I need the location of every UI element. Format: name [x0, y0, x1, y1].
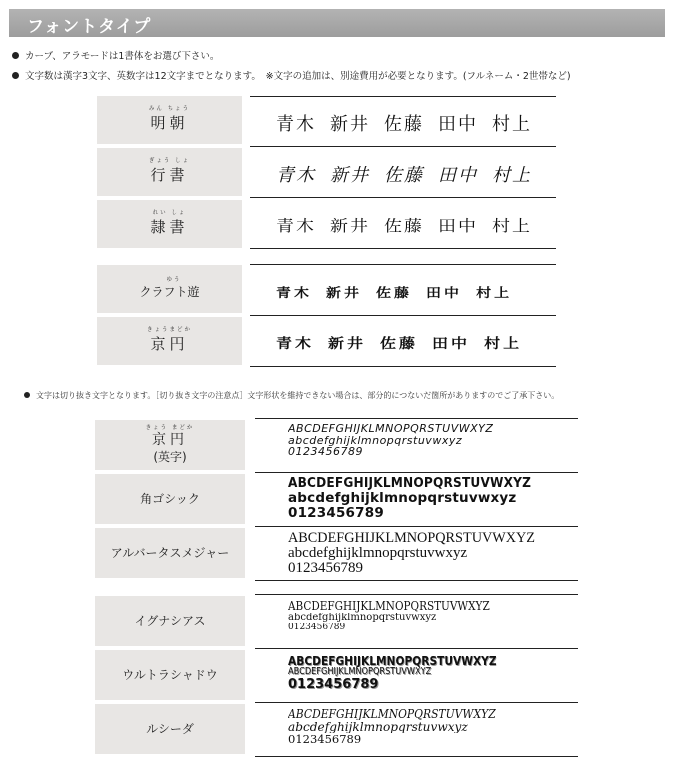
- font-name-mincho: 明朝: [150, 113, 189, 132]
- sample-name: 村上: [492, 165, 532, 186]
- font-label-kyoen: [97, 317, 242, 365]
- divider: [250, 248, 556, 249]
- divider: [255, 418, 578, 419]
- note-1-text: カーブ、アラモードは1書体をお選び下さい。: [25, 51, 220, 62]
- sample-name: 青木: [276, 114, 316, 135]
- bullet-icon: [24, 392, 30, 398]
- sample-upper: ABCDEFGHIJKLMNOPQRSTUVWXYZ: [288, 423, 494, 435]
- sample-craft: [276, 284, 512, 302]
- font-label-albertus: [95, 528, 245, 578]
- divider: [255, 580, 578, 581]
- sample-lucida: [288, 707, 530, 745]
- sample-name: 青木: [276, 217, 316, 236]
- sample-ultrashadow: [288, 654, 533, 691]
- font-name-ultrashadow: ウルトラシャドウ: [122, 667, 218, 682]
- font-label-craft: [97, 265, 242, 313]
- sample-name: 田中: [438, 217, 478, 236]
- sample-mincho: [276, 110, 532, 136]
- font-label-ultrashadow: [95, 650, 245, 700]
- sample-upper-small: ABCDEFGHIJKLMNOPQRSTUVWXYZ: [288, 667, 432, 678]
- divider: [255, 648, 578, 649]
- font-name-kakugothic: 角ゴシック: [140, 491, 200, 506]
- divider: [250, 146, 556, 147]
- divider: [250, 366, 556, 367]
- sample-digits: 0123456789: [288, 677, 379, 692]
- sample-name: 佐藤: [380, 335, 419, 352]
- sample-digits: 0123456789: [288, 733, 362, 746]
- font-label-reisho: [97, 200, 242, 248]
- sample-upper: ABCDEFGHIJKLMNOPQRSTUVWXYZ: [288, 531, 536, 546]
- divider: [255, 702, 578, 703]
- sample-albertus: [288, 531, 548, 576]
- sample-reisho: [276, 214, 532, 236]
- ruby-mincho: みん ちょう: [148, 106, 191, 113]
- sample-name: 佐藤: [384, 217, 424, 236]
- sample-digits: 0123456789: [288, 506, 384, 522]
- font-label-mincho: [97, 96, 242, 144]
- sample-upper: ABCDEFGHIJKLMNOPQRSTUVWXYZ: [288, 654, 497, 668]
- sample-name: 新井: [330, 217, 370, 236]
- divider: [255, 472, 578, 473]
- font-sub-kyoen-en: (英字): [153, 449, 187, 464]
- font-label-kyoen-en: [95, 420, 245, 470]
- ruby-kyoen: きょうまどか: [146, 327, 192, 334]
- sample-lower: abcdefghijklmnopqrstuvwxyz: [288, 434, 463, 447]
- sample-lower: abcdefghijklmnopqrstuvwxyz: [288, 720, 468, 734]
- sample-digits: 0123456789: [288, 623, 346, 633]
- note-2-text: 文字数は漢字3文字、英数字は12文字までとなります。 ※文字の追加は、別途費用が必要となります。(フルネーム・2世帯など): [25, 71, 571, 82]
- divider: [250, 315, 556, 316]
- font-label-gyosho: [97, 148, 242, 196]
- font-label-ignatius: [95, 596, 245, 646]
- note-3-text: 文字は切り抜き文字となります。［切り抜き文字の注意点］文字形状を維持できない場合は、部分的につないだ箇所がありますのでご了承下さい。: [36, 391, 560, 400]
- divider: [250, 264, 556, 265]
- font-label-kakugothic: [95, 474, 245, 524]
- note-3: [24, 390, 559, 401]
- ruby-gyosho: ぎょう しょ: [148, 158, 191, 165]
- sample-name: 村上: [476, 285, 513, 301]
- note-1: [12, 48, 219, 62]
- sample-name: 新井: [328, 335, 367, 352]
- divider: [255, 594, 578, 595]
- divider: [255, 526, 578, 527]
- sample-kyoen-en: [288, 423, 493, 458]
- sample-name: 佐藤: [376, 285, 413, 301]
- bullet-icon: [12, 52, 19, 59]
- sample-name: 新井: [330, 165, 370, 186]
- note-2: [12, 68, 571, 82]
- divider: [250, 197, 556, 198]
- font-name-lucida: ルシーダ: [146, 721, 194, 736]
- sample-name: 新井: [330, 114, 370, 135]
- section-header: [9, 9, 665, 37]
- font-name-ignatius: イグナシアス: [134, 613, 206, 628]
- bullet-icon: [12, 72, 19, 79]
- font-name-reisho: 隷書: [150, 217, 189, 236]
- font-label-lucida: [95, 704, 245, 754]
- font-name-kyoen-en: 京円: [152, 432, 188, 448]
- ruby-reisho: れい しょ: [152, 210, 187, 217]
- sample-digits: 0123456789: [288, 446, 363, 458]
- sample-name: 青木: [276, 335, 315, 352]
- sample-name: 青木: [276, 165, 316, 186]
- sample-upper: ABCDEFGHIJKLMNOPQRSTUVWXYZ: [288, 707, 496, 721]
- sample-upper: ABCDEFGHIJKLMNOPQRSTUVWXYZ: [288, 600, 490, 613]
- divider: [255, 756, 578, 757]
- sample-name: 新井: [326, 285, 363, 301]
- sample-ignatius: [288, 600, 520, 633]
- sample-name: 佐藤: [384, 114, 424, 135]
- font-name-gyosho: 行書: [150, 165, 189, 184]
- font-name-albertus: アルバータスメジャー: [110, 545, 230, 560]
- sample-name: 田中: [438, 165, 478, 186]
- sample-gyosho: [276, 161, 532, 187]
- sample-name: 佐藤: [384, 165, 424, 186]
- sample-kyoen: [276, 333, 522, 353]
- divider: [250, 96, 556, 97]
- font-name-kyoen: 京円: [150, 334, 189, 353]
- sample-name: 青木: [276, 285, 313, 301]
- ruby-craft: ゆう: [166, 277, 182, 284]
- sample-name: 村上: [492, 217, 532, 236]
- sample-name: 田中: [438, 114, 478, 135]
- sample-name: 田中: [426, 285, 463, 301]
- sample-name: 村上: [484, 335, 523, 352]
- sample-kakugothic: [288, 476, 558, 521]
- sample-lower: abcdefghijklmnopqrstuvwxyz: [288, 491, 517, 507]
- ruby-kyoen-en: きょう まどか: [145, 424, 195, 431]
- font-name-craft: クラフト遊: [139, 284, 200, 299]
- sample-lower: abcdefghijklmnopqrstuvwxyz: [288, 612, 437, 623]
- sample-name: 田中: [432, 335, 471, 352]
- sample-upper: ABCDEFGHIJKLMNOPQRSTUVWXYZ: [288, 476, 532, 491]
- section-title: フォントタイプ: [27, 17, 152, 37]
- sample-digits: 0123456789: [288, 561, 363, 576]
- sample-lower: abcdefghijklmnopqrstuvwxyz: [288, 546, 468, 561]
- sample-name: 村上: [492, 114, 532, 135]
